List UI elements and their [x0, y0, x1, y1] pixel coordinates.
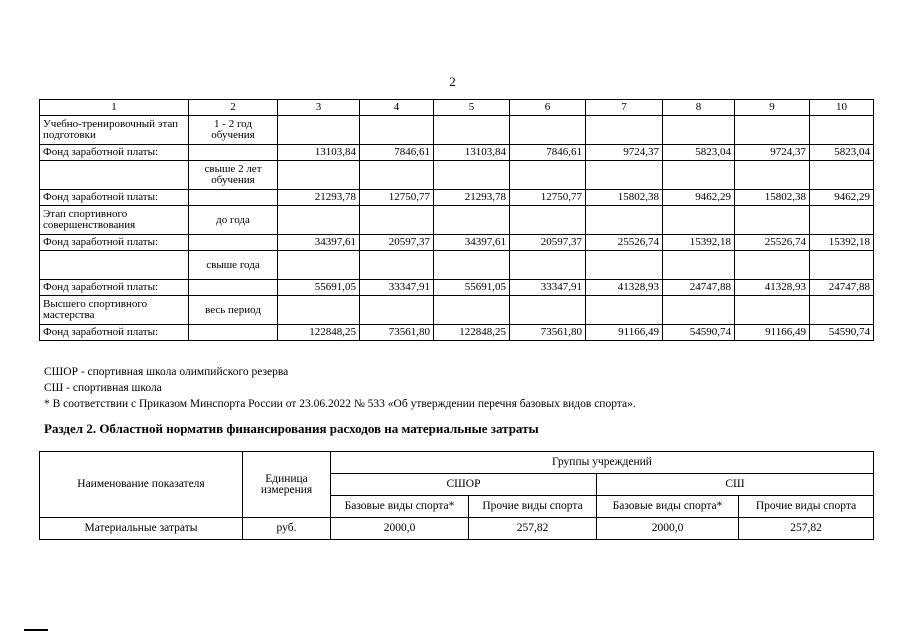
training-period: весь период — [189, 296, 278, 325]
column-number-header: 2 — [189, 100, 278, 116]
value-cell — [663, 251, 735, 280]
row-label: Учебно-тренировочный этап подготовки — [40, 116, 189, 145]
value-cell: 122848,25 — [278, 325, 360, 341]
value-cell: 15802,38 — [735, 190, 810, 206]
row-name: Материальные затраты — [40, 518, 243, 540]
value-cell — [510, 206, 586, 235]
value-cell — [278, 296, 360, 325]
table-row — [40, 280, 874, 296]
column-number-header: 5 — [434, 100, 510, 116]
value-cell: 73561,80 — [510, 325, 586, 341]
table-row — [40, 235, 874, 251]
value-cell — [735, 116, 810, 145]
row-value: 2000,0 — [597, 518, 739, 540]
row-unit: руб. — [243, 518, 331, 540]
table-row — [40, 251, 874, 280]
table-row — [40, 161, 874, 190]
notes — [44, 364, 636, 412]
value-cell — [586, 161, 663, 190]
value-cell: 33347,91 — [360, 280, 434, 296]
value-cell — [360, 251, 434, 280]
value-cell: 13103,84 — [278, 145, 360, 161]
value-cell — [510, 251, 586, 280]
value-cell — [663, 296, 735, 325]
col-indicator-header: Наименование показателя — [40, 452, 243, 518]
row-label: Фонд заработной платы: — [40, 325, 189, 341]
value-cell — [735, 206, 810, 235]
value-cell: 9724,37 — [586, 145, 663, 161]
value-cell: 122848,25 — [434, 325, 510, 341]
value-cell: 33347,91 — [510, 280, 586, 296]
table-row — [40, 116, 874, 145]
table-row — [40, 325, 874, 341]
table-row — [40, 145, 874, 161]
value-cell — [663, 161, 735, 190]
value-cell — [663, 206, 735, 235]
value-cell: 55691,05 — [278, 280, 360, 296]
value-cell — [735, 251, 810, 280]
value-cell — [278, 116, 360, 145]
row-label: Высшего спортивного мастерства — [40, 296, 189, 325]
value-cell: 41328,93 — [735, 280, 810, 296]
value-cell: 24747,88 — [663, 280, 735, 296]
value-cell — [810, 251, 874, 280]
value-cell — [278, 251, 360, 280]
group-sshor-header: СШОР — [331, 474, 597, 496]
value-cell — [810, 296, 874, 325]
row-label — [40, 161, 189, 190]
value-cell: 21293,78 — [434, 190, 510, 206]
value-cell — [278, 161, 360, 190]
value-cell — [586, 116, 663, 145]
row-label: Фонд заработной платы: — [40, 145, 189, 161]
value-cell: 73561,80 — [360, 325, 434, 341]
value-cell — [735, 296, 810, 325]
sshor-other-header: Прочие виды спорта — [469, 496, 597, 518]
row-label: Фонд заработной платы: — [40, 190, 189, 206]
bottom-rule — [24, 629, 48, 631]
row-value: 257,82 — [469, 518, 597, 540]
value-cell: 15392,18 — [810, 235, 874, 251]
value-cell: 7846,61 — [510, 145, 586, 161]
column-number-header: 10 — [810, 100, 874, 116]
value-cell: 54590,74 — [810, 325, 874, 341]
col-groups-header: Группы учреждений — [331, 452, 874, 474]
column-number-header: 1 — [40, 100, 189, 116]
sshor-base-header: Базовые виды спорта* — [331, 496, 469, 518]
value-cell — [360, 296, 434, 325]
table-row — [40, 206, 874, 235]
value-cell: 20597,37 — [510, 235, 586, 251]
value-cell — [810, 206, 874, 235]
note-sshor: СШОР - спортивная школа олимпийского резерва — [44, 366, 289, 378]
value-cell: 91166,49 — [586, 325, 663, 341]
value-cell: 12750,77 — [360, 190, 434, 206]
note-ssh: СШ - спортивная школа — [44, 382, 162, 394]
training-period — [189, 235, 278, 251]
value-cell: 55691,05 — [434, 280, 510, 296]
column-number-header: 8 — [663, 100, 735, 116]
value-cell — [434, 206, 510, 235]
value-cell: 34397,61 — [278, 235, 360, 251]
column-number-header: 7 — [586, 100, 663, 116]
value-cell: 34397,61 — [434, 235, 510, 251]
value-cell: 15392,18 — [663, 235, 735, 251]
value-cell: 5823,04 — [663, 145, 735, 161]
value-cell: 9724,37 — [735, 145, 810, 161]
row-value: 257,82 — [739, 518, 874, 540]
value-cell — [360, 206, 434, 235]
value-cell: 21293,78 — [278, 190, 360, 206]
section-title: Раздел 2. Областной норматив финансирования расходов на материальные затраты — [44, 421, 539, 436]
group-ssh-header: СШ — [597, 474, 874, 496]
value-cell: 12750,77 — [510, 190, 586, 206]
value-cell — [586, 296, 663, 325]
value-cell: 25526,74 — [586, 235, 663, 251]
training-period: до года — [189, 206, 278, 235]
ssh-other-header: Прочие виды спорта — [739, 496, 874, 518]
value-cell — [360, 116, 434, 145]
col-unit-header: Единица измерения — [243, 452, 331, 518]
value-cell — [735, 161, 810, 190]
value-cell: 41328,93 — [586, 280, 663, 296]
material-costs-table — [39, 451, 874, 540]
value-cell — [810, 116, 874, 145]
value-cell: 15802,38 — [586, 190, 663, 206]
page-number: 2 — [449, 74, 456, 89]
table-row — [40, 190, 874, 206]
ssh-base-header: Базовые виды спорта* — [597, 496, 739, 518]
value-cell — [586, 251, 663, 280]
training-period: свыше 2 лет обучения — [189, 161, 278, 190]
value-cell: 91166,49 — [735, 325, 810, 341]
value-cell: 20597,37 — [360, 235, 434, 251]
value-cell — [510, 161, 586, 190]
note-footnote: * В соответствии с Приказом Минспорта России от 23.06.2022 № 533 «Об утверждении перечня базовых видов спорта». — [44, 398, 636, 410]
row-label: Фонд заработной платы: — [40, 235, 189, 251]
value-cell — [278, 206, 360, 235]
value-cell: 25526,74 — [735, 235, 810, 251]
row-label: Фонд заработной платы: — [40, 280, 189, 296]
value-cell: 9462,29 — [663, 190, 735, 206]
value-cell — [586, 206, 663, 235]
table-row — [40, 296, 874, 325]
value-cell — [434, 251, 510, 280]
value-cell: 9462,29 — [810, 190, 874, 206]
training-period — [189, 280, 278, 296]
column-number-header: 9 — [735, 100, 810, 116]
value-cell — [434, 116, 510, 145]
row-value: 2000,0 — [331, 518, 469, 540]
value-cell — [360, 161, 434, 190]
row-label: Этап спортивного совершенствования — [40, 206, 189, 235]
column-number-header: 3 — [278, 100, 360, 116]
value-cell — [434, 161, 510, 190]
value-cell: 5823,04 — [810, 145, 874, 161]
value-cell: 24747,88 — [810, 280, 874, 296]
training-period: 1 - 2 год обучения — [189, 116, 278, 145]
value-cell — [810, 161, 874, 190]
training-period — [189, 325, 278, 341]
training-period: свыше года — [189, 251, 278, 280]
table-header-row — [40, 100, 874, 116]
column-number-header: 6 — [510, 100, 586, 116]
row-label — [40, 251, 189, 280]
training-period — [189, 145, 278, 161]
column-number-header: 4 — [360, 100, 434, 116]
training-period — [189, 190, 278, 206]
value-cell: 54590,74 — [663, 325, 735, 341]
payroll-table — [39, 99, 874, 341]
value-cell: 7846,61 — [360, 145, 434, 161]
value-cell — [510, 296, 586, 325]
value-cell — [434, 296, 510, 325]
value-cell: 13103,84 — [434, 145, 510, 161]
value-cell — [510, 116, 586, 145]
value-cell — [663, 116, 735, 145]
